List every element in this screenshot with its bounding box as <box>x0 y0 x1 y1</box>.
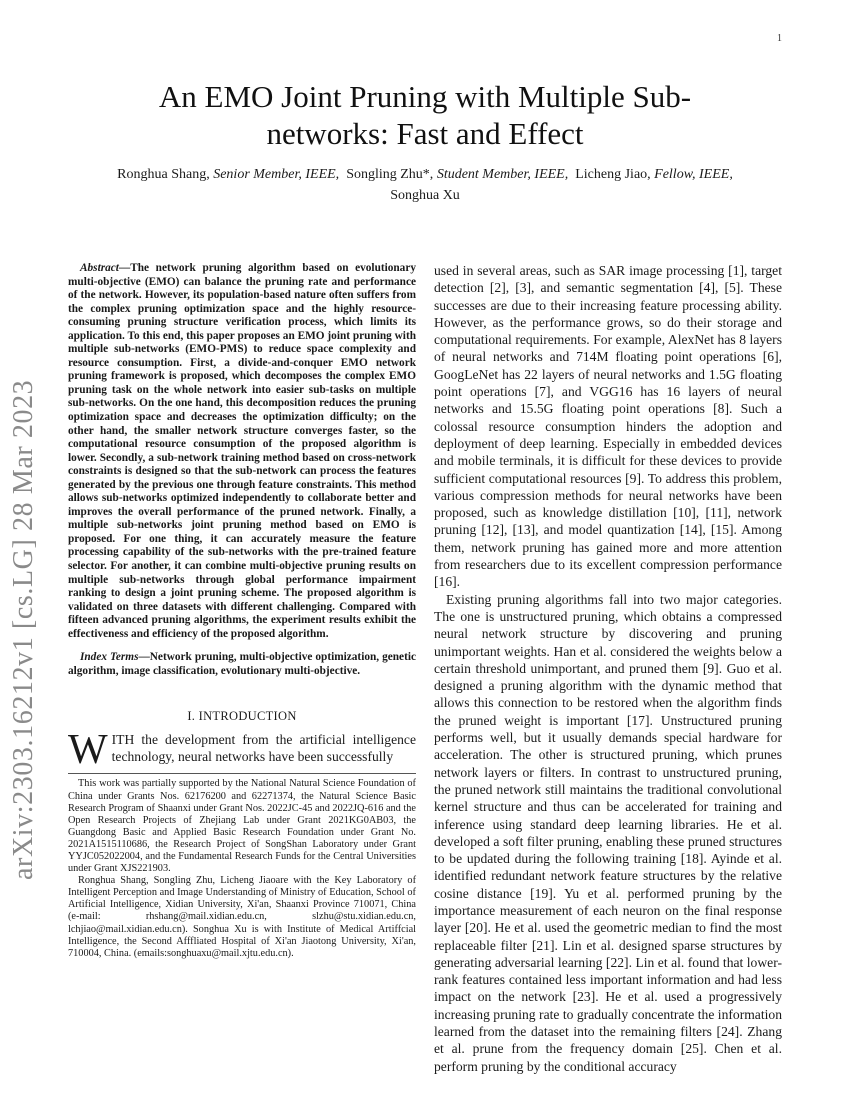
footnote-affiliations: Ronghua Shang, Songling Zhu, Licheng Jiaoare with the Key Laboratory of Intelligent Perception and Image Understanding of Ministry of Education, School of Artificial Intelligence, Xidian University, Xi'an, Shaanxi Province 710071, China (e-mail: rhshang@mail.xidian.edu.cn, slzhu@stu.xidian.edu.cn, lchjiao@mail.xidian.edu.cn). Songhua Xu is with Institute of Medical Artiffcial Intelligence, the Second Afffliated Hospital of Xi'an Jiaotong University, Xi'an, 710004, China. (emails:songhuaxu@mail.xjtu.edu.cn). <box>68 875 416 959</box>
body-paragraph: used in several areas, such as SAR image processing [1], target detection [2], [3], and semantic segmentation [4], [5]. These successes are due to their increasing feature processing ability. However, as the performance grows, so do their storage and computational requirements. For example, AlexNet has 8 layers of neural networks and 714M floating point operations [6], GoogLeNet has 22 layers of neural networks and 1.5G floating point operations [7], and VGG16 has 16 layers of neural networks and 15.5G floating point operations [8]. Such a colossal resource consumption hinders the adoption and deployment of deep learning. Especially in embedded devices and mobile terminals, it is difficult for these devices to provide sufficient computational resources [9]. To address this problem, various compression methods for neural networks have been proposed, such as knowledge distillation [10], [11], network pruning [12], [13], and model quantization [14], [15]. Among them, network pruning has gained more and more attention from researchers due to its excellent compression performance [16]. <box>434 263 782 590</box>
author-role: Fellow, IEEE, <box>654 167 733 182</box>
author-name: Songling Zhu*, <box>346 167 437 182</box>
left-column <box>68 262 416 960</box>
footnote-funding: This work was partially supported by the National Natural Science Foundation of China under Grants Nos. 62176200 and 62271374, the Natural Science Basic Research Program of Shaanxi under Grant Nos. 2022JC-45 and 2022JQ-616 and the Open Research Projects of Zhejiang Lab under Grant 2021KG0AB03, the Guangdong Basic and Applied Basic Research Foundation under Grant No. 2021A1515110686, the Research Project of SongShan Laboratory under Grant YYJC052022004, and the Fundamental Research Funds for the Central Universities under Grant XJS221903. <box>68 778 416 875</box>
section-heading-introduction: I. INTRODUCTION <box>187 709 297 724</box>
intro-paragraph <box>68 726 416 773</box>
author-name: Ronghua Shang, <box>117 167 214 182</box>
index-terms <box>68 651 416 678</box>
index-terms-label: Index Terms <box>80 651 139 664</box>
abstract-label: Abstract <box>80 262 119 274</box>
drop-cap: W <box>68 726 108 773</box>
index-terms-body: —Network pruning, multi-objective optimization, genetic algorithm, image classification, evolutionary multi-objective. <box>68 651 416 677</box>
paper-title: An EMO Joint Pruning with Multiple Sub-networks: Fast and Effect <box>158 79 692 151</box>
arxiv-identifier-stamp: arXiv:2303.16212v1 [cs.LG] 28 Mar 2023 <box>8 379 39 880</box>
author-role: Student Member, IEEE, <box>436 167 569 182</box>
body-paragraph: Existing pruning algorithms fall into two major categories. The one is unstructured pruning, which obtains a compressed neural network structure by discovering and pruning unimportant weights. Han et al. considered the weights below a certain threshold unimportant, and pruned them [9]. Guo et al. designed a pruning algorithm with the dynamic method that allows this connection to be restored when the algorithm finds the pruned weight is important [17]. Unstructured pruning performs well, but it usually demands special hardware for acceleration. The other is structured pruning, which prunes network layers or filters. In contrast to unstructured pruning, the pruned network still maintains the traditional convolutional kernel structure and thus can be accelerated for training and inference using standard deep learning libraries. He et al. developed a soft filter pruning, enabling these pruned structures to be updated during the following training [18]. Ayinde et al. identified redundant network feature structures by the relative cosine distance [19]. Yu et al. performed pruning by the importance measurement of each neuron on the final response layer [20]. He et al. used the geometric median to find the most replaceable filter [21]. Lin et al. designed sparse structures by generating adversarial learning [22]. Lin et al. found that lower-rank features contained less important information and had less impact on the network [23]. He et al. used a progressively increasing pruning rate to gradually concentrate the information learned from the dataset into the remaining filters [24]. Zhang et al. prune from the frequency domain [25]. Chen et al. perform pruning by the conditional accuracy <box>434 591 782 1074</box>
author-list <box>70 164 780 206</box>
page-number: 1 <box>777 33 782 44</box>
footnote-divider <box>68 773 416 774</box>
author-name: Licheng Jiao, <box>575 167 655 182</box>
abstract-body: —The network pruning algorithm based on evolutionary multi-objective (EMO) can balance the pruning rate and performance of the network. However, its population-based nature often suffers from the complex pruning optimization space and the highly resource-consuming pruning structure verification process, which limits its application. To this end, this paper proposes an EMO joint pruning with multiple sub-networks (EMO-PMS) to reduce space complexity and resource consumption. First, a divide-and-conquer EMO network pruning framework is proposed, which decomposes the complex EMO pruning task on the whole network into easier sub-tasks on multiple sub-networks. On the one hand, this decomposition reduces the pruning optimization space and decreases the optimization difficulty; on the other hand, the smaller network structure converges faster, so the computational resource consumption of the proposed algorithm is lower. Secondly, a sub-network training method based on cross-network constraints is designed so that the sub-network can process the features generated by the previous one through feature constraints. This method allows sub-networks optimized independently to collaborate better and improves the overall performance of the pruned network. Finally, a multiple sub-networks joint pruning method based on EMO is proposed. For one thing, it can accurately measure the feature processing capability of the sub-networks with the pre-trained feature selector. For another, it can combine multi-objective pruning results on multiple sub-networks through global performance impairment ranking to design a joint pruning scheme. The proposed algorithm is validated on three datasets with different challenging. Compared with fifteen advanced pruning algorithms, the experiment results exhibit the effectiveness and efficiency of the proposed algorithm. <box>68 262 416 640</box>
right-column <box>434 262 782 1075</box>
abstract <box>68 262 416 641</box>
author-role: Senior Member, IEEE, <box>213 167 340 182</box>
intro-text: ITH the development from the artificial intelligence technology, neural networks have been successfully <box>111 731 416 765</box>
author-name: Songhua Xu <box>390 188 460 203</box>
